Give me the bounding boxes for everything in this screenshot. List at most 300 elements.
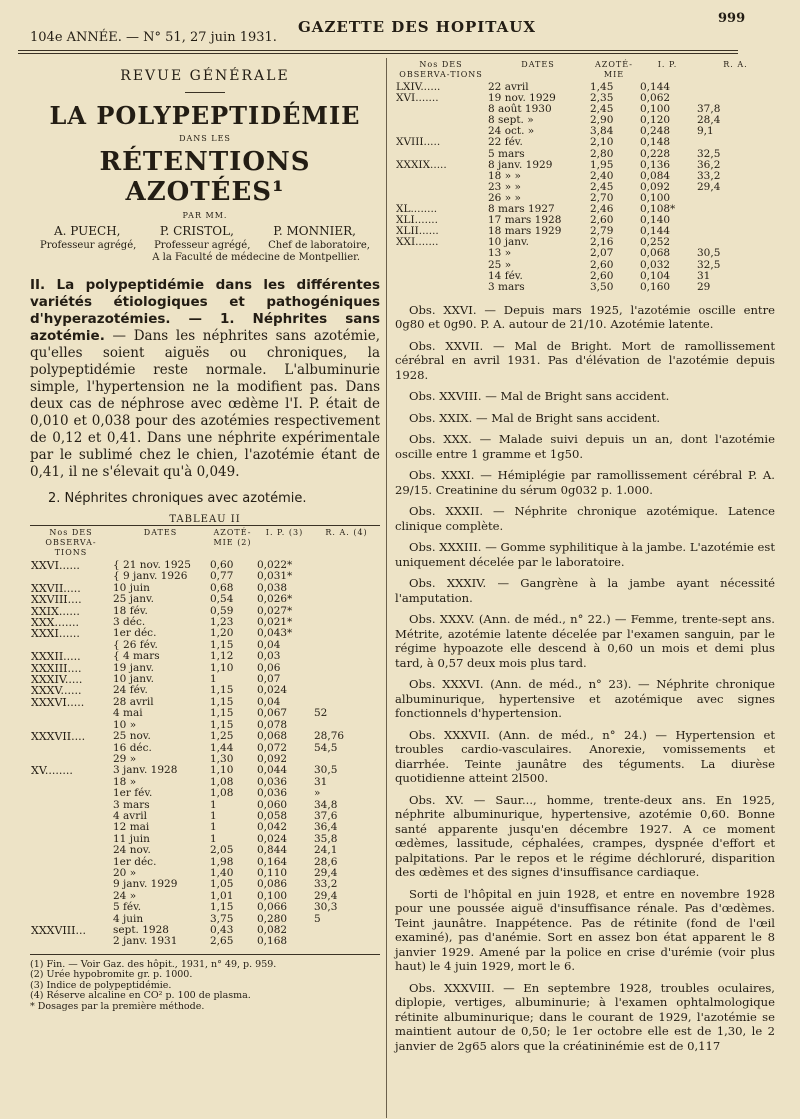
ip-index: 0,844 [257,844,288,857]
alkaline-reserve: 28,4 [697,114,721,127]
azotemia: 2,80 [590,147,614,160]
ip-index: 0,104 [640,269,671,282]
obs-number [30,891,112,902]
ip-index: 0,062 [640,92,671,105]
footnote: (4) Réserve alcaline en CO² p. 100 de plasma. [30,990,251,1002]
ip-index: 0,021* [257,616,293,629]
observation-paragraph: Obs. XXXII. — Néphrite chronique azotémique. Latence clinique complète. [395,504,775,533]
alkaline-reserve: 37,6 [314,809,338,822]
observation-paragraph: Obs. XXXVIII. — En septembre 1928, troubles oculaires, diplopie, vertiges, albuminurie; à l'examen ophtalmologique rétinite albuminurique; dans le courant de 1929, l'azotémie se maintient autour de 0,50; le 1er octobre elle est de 1,30, le 2 janvier de 2g65 alors que la créatininémie est de 0,117 [395,980,775,1053]
date: 3 mars [113,798,150,811]
table-row [395,215,775,226]
author: P. MONNIER, [273,224,356,238]
azotemia: 1,15 [210,901,234,914]
ip-index: 0,07 [257,673,281,686]
obs-number: XXXII..... [31,650,81,664]
azotemia: 0,59 [210,604,234,617]
footnote: (1) Fin. — Voir Gaz. des hôpit., 1931, n° 49, p. 959. [30,958,277,970]
table-row [30,936,380,947]
ip-index: 0,044 [257,764,288,777]
ip-index: 0,068 [257,730,288,743]
table-row [30,743,380,754]
title-connector: DANS LES [179,134,231,143]
obs-number: XXXV...... [31,684,82,698]
observation-paragraph: Obs. XXIX. — Mal de Bright sans accident. [409,410,661,425]
table-row [30,845,380,856]
obs-number [30,936,112,947]
ip-index: 0,042 [257,821,288,834]
table-row [30,902,380,913]
observations [395,303,775,1054]
azotemia: 1,15 [210,684,234,697]
date: 13 » [488,247,512,260]
alkaline-reserve: 34,8 [314,798,338,811]
date: { 4 mars [113,650,160,663]
date: 17 mars 1928 [488,214,562,227]
date: 10 janv. [488,236,530,249]
footnote: (3) Indice de polypeptidémie. [30,979,172,991]
date: 14 fév. [488,269,523,282]
ip-index: 0,092 [257,752,288,765]
obs-number [395,271,487,282]
azotemia: 2,90 [590,114,614,127]
author-role: Professeur agrégé, [154,240,251,251]
alkaline-reserve: 24,1 [314,844,338,857]
table-row [395,149,775,160]
table-row [395,226,775,237]
observation-paragraph: Obs. XV. — Saur..., homme, trente-deux ans. En 1925, néphrite albuminurique, hypertensive, azotémie 0,60. Bonne santé apparente jusqu'en décembre 1927. A ce moment œdèmes, lassitude, céphalées, crampes, dyspnée d'effort et palpitations. Par le repos et le régime déchloruré, disparition des œdèmes et des signes d'insuffisance cardiaque. [395,792,775,880]
date: 4 avril [113,809,147,822]
author-roles [30,240,380,251]
date: 19 janv. [113,661,155,674]
ip-index: 0,078 [257,718,288,731]
alkaline-reserve: 32,5 [697,147,721,160]
date: 25 janv. [113,593,155,606]
azotemia: 3,84 [590,125,614,138]
ip-index: 0,160 [640,280,671,293]
obs-number: XLII...... [396,225,439,238]
date: 22 avril [488,81,529,93]
alkaline-reserve [696,226,775,237]
column-header: I. P. (3) [265,528,304,537]
date: 8 janv. 1929 [488,158,553,171]
page-number: 999 [718,11,746,26]
date: 10 janv. [113,673,155,686]
azotemia: 1,08 [210,775,234,788]
date: 24 » [113,889,137,902]
obs-number [395,149,487,160]
table-caption: TABLEAU II [169,514,241,525]
azotemia: 2,16 [590,236,614,249]
table-3 [395,58,775,293]
ip-index: 0,248 [640,125,671,138]
obs-number [30,822,112,833]
alkaline-reserve: 30,5 [314,764,338,777]
date: 16 déc. [113,741,152,754]
obs-number [30,857,112,868]
ip-index: 0,110 [257,866,288,879]
obs-number: XXXIX..... [396,158,447,171]
issue-info: 104e ANNÉE. — N° 51, 27 juin 1931. [30,30,277,45]
obs-number [30,834,112,845]
table-row [395,137,775,148]
table-row [395,82,775,93]
column-header: AZOTÉ-MIE [595,60,633,79]
date: 2 janv. 1931 [113,935,178,948]
date: 5 fév. [113,901,142,914]
table-2 [30,525,380,948]
date: { 26 fév. [113,638,158,651]
table-row [395,271,775,282]
azotemia: 1,10 [210,661,234,674]
date: 26 » » [488,191,521,204]
ip-index: 0,022* [257,559,293,571]
alkaline-reserve: 31 [314,775,328,788]
table-row [30,640,380,651]
alkaline-reserve: 29,4 [314,866,338,879]
alkaline-reserve: 52 [314,707,328,720]
azotemia: 1 [210,821,217,834]
azotemia: 1,15 [210,707,234,720]
obs-number [395,115,487,126]
alkaline-reserve: 30,5 [697,247,721,260]
date: 18 fév. [113,604,148,617]
alkaline-reserve: 28,6 [314,855,338,868]
alkaline-reserve [696,193,775,204]
table-row [30,571,380,582]
obs-number [30,777,112,788]
azotemia: 0,77 [210,570,234,583]
azotemia: 2,45 [590,180,614,193]
date: 24 fév. [113,684,148,697]
ip-index: 0,144 [640,225,671,238]
ip-index: 0,066 [257,901,288,914]
obs-number: XLI....... [396,214,438,227]
obs-number [395,260,487,271]
table-row [30,560,380,571]
obs-number: XXVII..... [31,581,81,595]
date: sept. 1928 [113,924,169,936]
date: 18 mars 1929 [488,225,562,238]
author-role: Chef de laboratoire, [268,240,370,251]
azotemia: 2,10 [590,136,614,149]
authors [30,224,380,238]
azotemia: 1 [210,809,217,822]
azotemia: 2,79 [590,225,614,238]
ip-index: 0,144 [640,81,671,93]
azotemia: 3,75 [210,912,234,925]
alkaline-reserve [313,571,380,582]
section-text: — Dans les néphrites sans azotémie, qu'elles soient aiguës ou chroniques, la polypeptidémie reste normale. L'albuminurie simple, l'hypertension ne la modifient pas. Dans deux cas de néphrose avec œdème l'I. P. était de 0,010 et 0,038 pour des azotémies respectivement de 0,12 et 0,41. Dans une néphrite expérimentale par le sublimé chez le chien, l'azotémie étant de 0,41, il ne s'élevait qu'à 0,049. [30,328,380,480]
table-row [30,708,380,719]
column-header: R. A. [723,60,748,69]
table-row [395,204,775,215]
date: 28 avril [113,695,154,708]
alkaline-reserve: 36,4 [314,821,338,834]
date: 25 » [488,258,512,271]
obs-number [395,104,487,115]
ip-index: 0,043* [257,627,293,640]
obs-number [30,845,112,856]
date: 5 mars [488,147,525,160]
ip-index: 0,120 [640,114,671,127]
alkaline-reserve: 32,5 [697,258,721,271]
alkaline-reserve: 31 [697,269,711,282]
ip-index: 0,032 [640,258,671,271]
table-row [395,182,775,193]
table-row [30,583,380,594]
alkaline-reserve [313,651,380,662]
date: 12 mai [113,821,150,834]
date: 11 juin [113,832,150,845]
alkaline-reserve: 9,1 [697,125,714,138]
date: 1er déc. [113,627,157,640]
ip-index: 0,092 [640,180,671,193]
obs-number [30,788,112,799]
alkaline-reserve [313,925,380,936]
ip-index: 0,252 [640,236,671,249]
obs-number [395,182,487,193]
alkaline-reserve [313,640,380,651]
azotemia: 2,05 [210,844,234,857]
column-header: Nos DES OBSERVA-TIONS [45,528,97,557]
obs-number: XVIII..... [396,136,441,149]
observation-paragraph: Obs. XXXVII. (Ann. de méd., n° 24.) — Hypertension et troubles cardio-vasculaires. Anorexie, vomissements et diarrhée. Teinte jaunâtre des téguments. La diurèse quotidienne atteint 2l500. [395,727,775,786]
obs-number [30,708,112,719]
ip-index: 0,136 [640,158,671,171]
page-header [18,11,746,50]
azotemia: 1,44 [210,741,234,754]
observation-paragraph: Obs. XXX. — Malade suivi depuis un an, dont l'azotémie oscille entre 1 gramme et 1g50. [395,432,775,461]
ip-index: 0,100 [640,103,671,116]
table-row [30,777,380,788]
alkaline-reserve: 37,8 [697,103,721,116]
by-line: PAR MM. [182,211,228,220]
date: 25 nov. [113,730,151,743]
azotemia: 2,35 [590,92,614,105]
azotemia: 1 [210,798,217,811]
obs-number: XXXVI..... [31,695,85,709]
azotemia: 0,43 [210,924,234,936]
obs-number: LXIV...... [396,81,441,93]
alkaline-reserve [313,674,380,685]
author: A. PUECH, [54,224,121,238]
ip-index: 0,036 [257,775,288,788]
affiliation: A la Faculté de médecine de Montpellier. [152,252,360,263]
ip-index: 0,084 [640,169,671,182]
ip-index: 0,024 [257,684,288,697]
table-row [395,193,775,204]
obs-number: XXXI...... [31,627,80,641]
alkaline-reserve: 28,76 [314,730,345,743]
observation-paragraph: Obs. XXXV. (Ann. de méd., n° 22.) — Femme, trente-sept ans. Métrite, azotémie latente décelée par l'examen sanguin, par le régime hypoazote elle descend à 0,60 un mois et demi plus tard, à 0,57 deux mois plus tard. [395,612,775,670]
date: 22 fév. [488,136,523,149]
obs-number [395,248,487,259]
alkaline-reserve [313,617,380,628]
observation-paragraph: Sorti de l'hôpital en juin 1928, et entre en novembre 1928 pour une poussée aiguë d'insuffisance rénale. Pas d'œdèmes. Teint jaunâtre. Inappétence. Pas de rétinite (fond de l'œil examiné), pas d'anémie. Sort en assez bon état apparent le 8 janvier 1929. Amené par la police en crise d'urémie (voir plus haut) le 4 juin 1929, mort le 6. [395,886,775,974]
obs-number [395,282,487,293]
date: 24 nov. [113,844,151,857]
column-header: Nos DES OBSERVA-TIONS [399,60,483,79]
ip-index: 0,100 [640,191,671,204]
ip-index: 0,04 [257,638,281,651]
ip-index: 0,072 [257,741,288,754]
ip-index: 0,148 [640,136,671,149]
obs-number [30,743,112,754]
ip-index: 0,086 [257,878,288,891]
ip-index: 0,067 [257,707,288,720]
article-subtitle: RÉTENTIONS AZOTÉES¹ [99,147,311,207]
alkaline-reserve [696,215,775,226]
azotemia: 2,65 [210,935,234,948]
azotemia: 1,20 [210,627,234,640]
table-row [30,788,380,799]
date: 1er déc. [113,855,157,868]
table-row [395,260,775,271]
observation-paragraph: Obs. XXXI. — Hémiplégie par ramollissement cérébral P. A. 29/15. Creatinine du sérum 0g032 p. 1.000. [395,468,775,497]
author-role: Professeur agrégé, [40,240,137,251]
column-header: R. A. (4) [325,528,368,537]
ip-index: 0,027* [257,604,293,617]
table-row [30,731,380,742]
alkaline-reserve: 29,4 [314,889,338,902]
azotemia: 1,45 [590,81,614,93]
azotemia: 2,70 [590,191,614,204]
azotemia: 1,23 [210,616,234,629]
alkaline-reserve [313,685,380,696]
azotemia: 1 [210,673,217,686]
azotemia: 1,25 [210,730,234,743]
date: 23 » » [488,180,521,193]
azotemia: 1,15 [210,638,234,651]
observation-paragraph: Obs. XXXVI. (Ann. de méd., n° 23). — Néphrite chronique albuminurique, hypertensive et azotémique avec signes fonctionnels d'hypertension. [395,677,775,721]
table-2-body [30,560,380,948]
date: 18 » » [488,169,521,182]
header-rule [18,50,738,51]
obs-number: XXXVIII... [31,924,86,937]
date: 20 » [113,866,137,879]
table-row [395,282,775,293]
table-row [30,925,380,936]
azotemia: 1,30 [210,752,234,765]
table-3-body [395,82,775,293]
alkaline-reserve [313,663,380,674]
ip-index: 0,026* [257,593,293,606]
ip-index: 0,068 [640,247,671,260]
table-row [30,663,380,674]
column-divider [386,58,387,1118]
ip-index: 0,168 [257,935,288,948]
date: 29 » [113,752,137,765]
table-row [30,697,380,708]
azotemia: 0,54 [210,593,234,606]
ip-index: 0,036 [257,787,288,800]
date: 1er fév. [113,787,153,800]
alkaline-reserve [696,82,775,93]
journal-title: GAZETTE DES HOPITAUX [298,18,537,36]
azotemia: 1 [210,832,217,845]
azotemia: 1,10 [210,764,234,777]
obs-number: XXXIII.... [31,661,82,675]
table-row [30,628,380,639]
date: 4 juin [113,912,144,925]
obs-number: XL........ [396,203,438,216]
ip-index: 0,06 [257,661,281,674]
azotemia: 1,40 [210,866,234,879]
date: 10 » [113,718,137,731]
azotemia: 0,68 [210,581,234,594]
date: 18 » [113,775,137,788]
article-title: LA POLYPEPTIDÉMIE [49,101,361,130]
obs-number: XV........ [31,764,73,778]
table-row [30,606,380,617]
azotemia: 2,60 [590,258,614,271]
left-column [30,58,380,1012]
azotemia: 2,46 [590,203,614,216]
obs-number [30,800,112,811]
alkaline-reserve: 33,2 [314,878,338,891]
date: 9 janv. 1929 [113,878,178,891]
footnotes [30,954,380,1013]
date: 8 sept. » [488,114,534,127]
azotemia: 1,95 [590,158,614,171]
alkaline-reserve [313,936,380,947]
obs-number [30,902,112,913]
date: 24 oct. » [488,125,535,138]
date: 4 mai [113,707,143,720]
alkaline-reserve [313,628,380,639]
footnote: (2) Urée hypobromite gr. p. 1000. [30,969,193,981]
obs-number [30,811,112,822]
observation-paragraph: Obs. XXVIII. — Mal de Bright sans accident. [409,389,670,404]
alkaline-reserve: 5 [314,912,321,925]
column-header: DATES [143,528,178,537]
alkaline-reserve [313,594,380,605]
alkaline-reserve: 33,2 [697,169,721,182]
observation-paragraph: Obs. XXXIV. — Gangrène à la jambe ayant nécessité l'amputation. [395,576,775,605]
obs-number: XXIX...... [31,604,80,618]
azotemia: 1,98 [210,855,234,868]
ip-index: 0,228 [640,147,671,160]
ip-index: 0,038 [257,581,288,594]
author: P. CRISTOL, [159,224,234,238]
alkaline-reserve: 29 [697,280,711,293]
table-row [30,765,380,776]
table-row [395,115,775,126]
date: 3 mars [488,280,525,293]
azotemia: 0,60 [210,559,234,571]
table-row [30,651,380,662]
alkaline-reserve [313,606,380,617]
date: { 9 janv. 1926 [113,570,188,583]
ip-index: 0,024 [257,832,288,845]
alkaline-reserve: 29,4 [697,180,721,193]
date: 8 mars 1927 [488,203,555,216]
alkaline-reserve: » [314,787,321,800]
azotemia: 3,50 [590,280,614,293]
azotemia: 1,01 [210,889,234,902]
ip-index: 0,058 [257,809,288,822]
table-row [395,126,775,137]
ip-index: 0,031* [257,570,293,583]
ip-index: 0,280 [257,912,288,925]
azotemia: 2,45 [590,103,614,116]
date: 8 août 1930 [488,103,552,116]
obs-number: XXVIII.... [31,593,82,607]
subsection-heading: 2. Néphrites chroniques avec azotémie. [48,491,307,506]
alkaline-reserve: 30,3 [314,901,338,914]
observation-paragraph: Obs. XXVI. — Depuis mars 1925, l'azotémie oscille entre 0g80 et 0g90. P. A. autour de 21/10. Azotémie latente. [395,302,775,332]
